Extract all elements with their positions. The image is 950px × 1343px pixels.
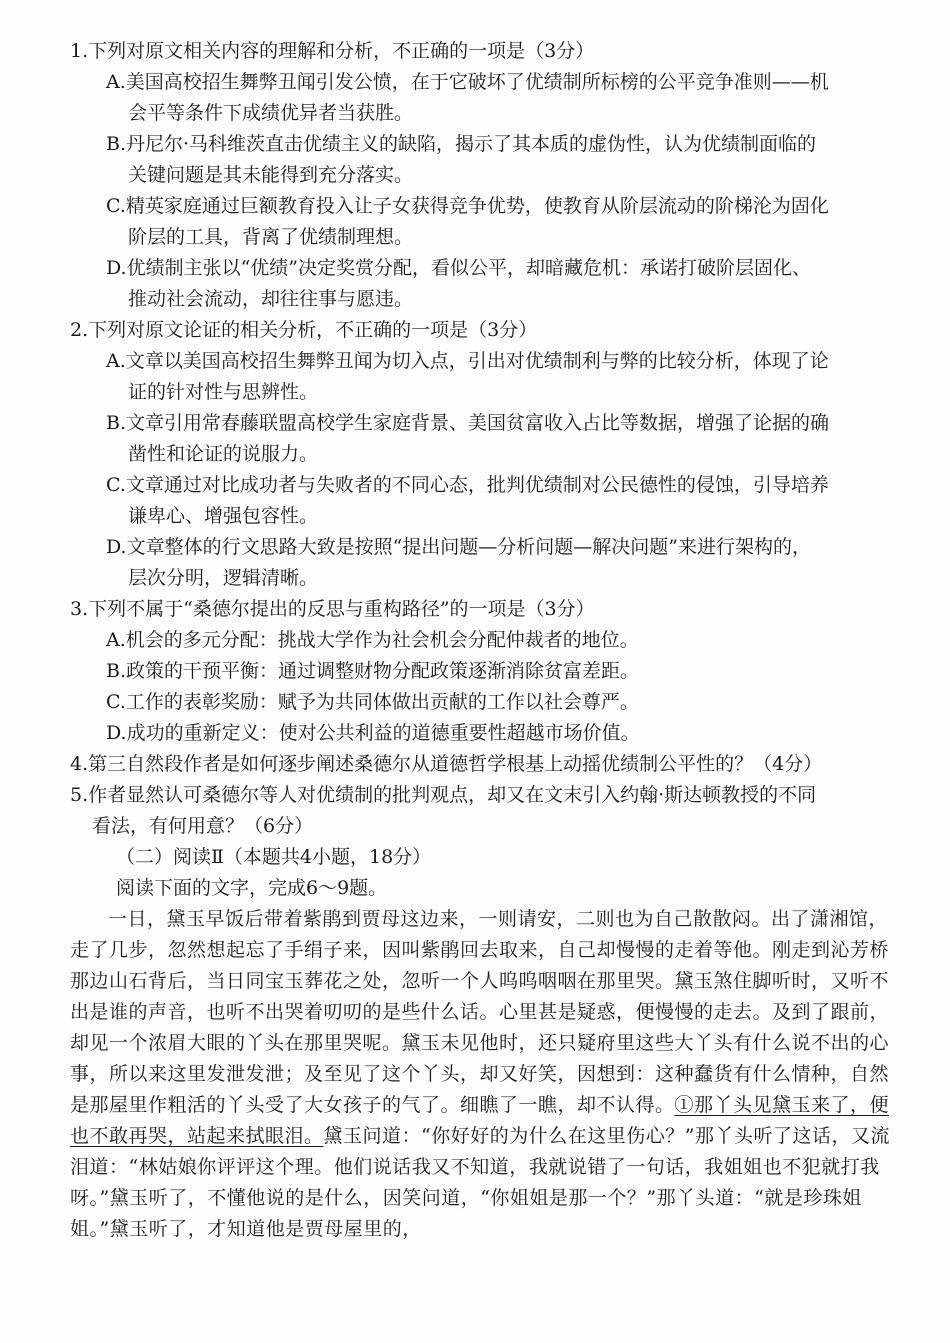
passage-text-before: 一日，黛玉早饭后带着紫鹃到贾母这边来，一则请安，二则也为自己散散闷。出了潇湘馆，走了几步，忽然想起忘了手绢子来，因叫紫鹃回去取来，自己却慢慢的走着等他。刚走到沁芳桥那边山石背后，当日同宝玉葬花之处，忽听一个人呜呜咽咽在那里哭。黛玉煞住脚听时，又听不出是谁的声音，也听不出哭着叨叨的是些什么话。心里甚是疑惑，便慢慢的走去。及到了跟前，却见一个浓眉大眼的丫头在那里哭呢。黛玉未见他时，还只疑府里这些大丫头有什么说不出的心事，所以来这里发泄发泄；及至见了这个丫头，却又好笑，因想到：这种蠢货有什么情种，自然是那屋里作粗活的丫头受了大女孩子的气了。细瞧了一瞧，却不认得。 <box>70 908 890 1116</box>
question-1-option-d <box>106 253 890 315</box>
option-line-1: C.精英家庭通过巨额教育投入让子女获得竞争优势，使教育从阶层流动的阶梯沦为固化 <box>106 195 829 217</box>
option-line-2: 关键问题是其未能得到充分落实。 <box>128 164 414 186</box>
option-line-1: C.文章通过对比成功者与失败者的不同心态，批判优绩制对公民德性的侵蚀，引导培养 <box>106 474 829 496</box>
question-1-option-c <box>106 191 890 253</box>
option-line-1: A.文章以美国高校招生舞弊丑闻为切入点，引出对优绩制利与弊的比较分析，体现了论 <box>106 350 829 372</box>
option-line-2: 层次分明，逻辑清晰。 <box>128 567 319 589</box>
option-line-1: A.美国高校招生舞弊丑闻引发公愤，在于它破坏了优绩制所标榜的公平竞争准则——机 <box>106 71 829 93</box>
reading-passage <box>70 904 890 1245</box>
passage-text-after: 黛玉问道：“你好好的为什么在这里伤心？”那丫头听了这话，又流泪道：“林姑娘你评评这个理。他们说话我又不知道，我就说错了一句话，我姐姐也不犯就打我呀。”黛玉听了，不懂他说的是什么，因笑问道，“你姐姐是那一个？”那丫头道：“就是珍珠姐姐。”黛玉听了，才知道他是贾母屋里的， <box>70 1125 890 1240</box>
option-line-2: 谦卑心、增强包容性。 <box>128 505 319 527</box>
section-title: （二）阅读Ⅱ（本题共4小题，18分） <box>116 846 432 868</box>
question-3-option-a: A.机会的多元分配：挑战大学作为社会机会分配仲裁者的地位。 <box>106 629 639 651</box>
question-2-option-a <box>106 346 890 408</box>
passage-underlined-sentence: ①那丫头见黛玉来了，便也不敢再哭，站起来拭眼泪。 <box>70 1094 890 1147</box>
question-3-option-d: D.成功的重新定义：使对公共利益的道德重要性超越市场价值。 <box>106 722 640 744</box>
question-3-option-b: B.政策的干预平衡：通过调整财物分配政策逐渐消除贫富差距。 <box>106 660 640 682</box>
question-2-option-b <box>106 408 890 470</box>
question-5-stem <box>70 780 890 842</box>
question-2-option-d <box>106 532 890 594</box>
question-4-stem: 4.第三自然段作者是如何逐步阐述桑德尔从道德哲学根基上动摇优绩制公平性的？（4分） <box>70 753 823 775</box>
option-line-2: 会平等条件下成绩优异者当获胜。 <box>128 102 414 124</box>
option-line-2: 凿性和论证的说服力。 <box>128 443 319 465</box>
option-line-1: D.优绩制主张以“优绩”决定奖赏分配，看似公平，却暗藏危机：承诺打破阶层固化、 <box>106 257 812 279</box>
option-line-2: 证的针对性与思辨性。 <box>128 381 319 403</box>
question-5-line-1: 5.作者显然认可桑德尔等人对优绩制的批判观点，却又在文末引入约翰·斯达顿教授的不同 <box>70 784 817 806</box>
question-1-stem: 1.下列对原文相关内容的理解和分析，不正确的一项是（3分） <box>70 40 595 62</box>
option-line-1: B.文章引用常春藤联盟高校学生家庭背景、美国贫富收入占比等数据，增强了论据的确 <box>106 412 830 434</box>
option-line-1: B.丹尼尔·马科维茨直击优绩主义的缺陷，揭示了其本质的虚伪性，认为优绩制面临的 <box>106 133 817 155</box>
question-3-stem: 3.下列不属于“桑德尔提出的反思与重构路径”的一项是（3分） <box>70 598 595 620</box>
option-line-1: D.文章整体的行文思路大致是按照“提出问题—分析问题—解决问题”来进行架构的， <box>106 536 812 558</box>
option-line-2: 阶层的工具，背离了优绩制理想。 <box>128 226 414 248</box>
question-5-line-2: 看法，有何用意？（6分） <box>92 815 314 837</box>
question-3-option-c: C.工作的表彰奖励：赋予为共同体做出贡献的工作以社会尊严。 <box>106 691 639 713</box>
question-2-option-c <box>106 470 890 532</box>
question-1-option-b <box>106 129 890 191</box>
section-instruction: 阅读下面的文字，完成6～9题。 <box>116 877 388 899</box>
option-line-2: 推动社会流动，却往往事与愿违。 <box>128 288 414 310</box>
question-1-option-a <box>106 67 890 129</box>
question-2-stem: 2.下列对原文论证的相关分析，不正确的一项是（3分） <box>70 319 538 341</box>
